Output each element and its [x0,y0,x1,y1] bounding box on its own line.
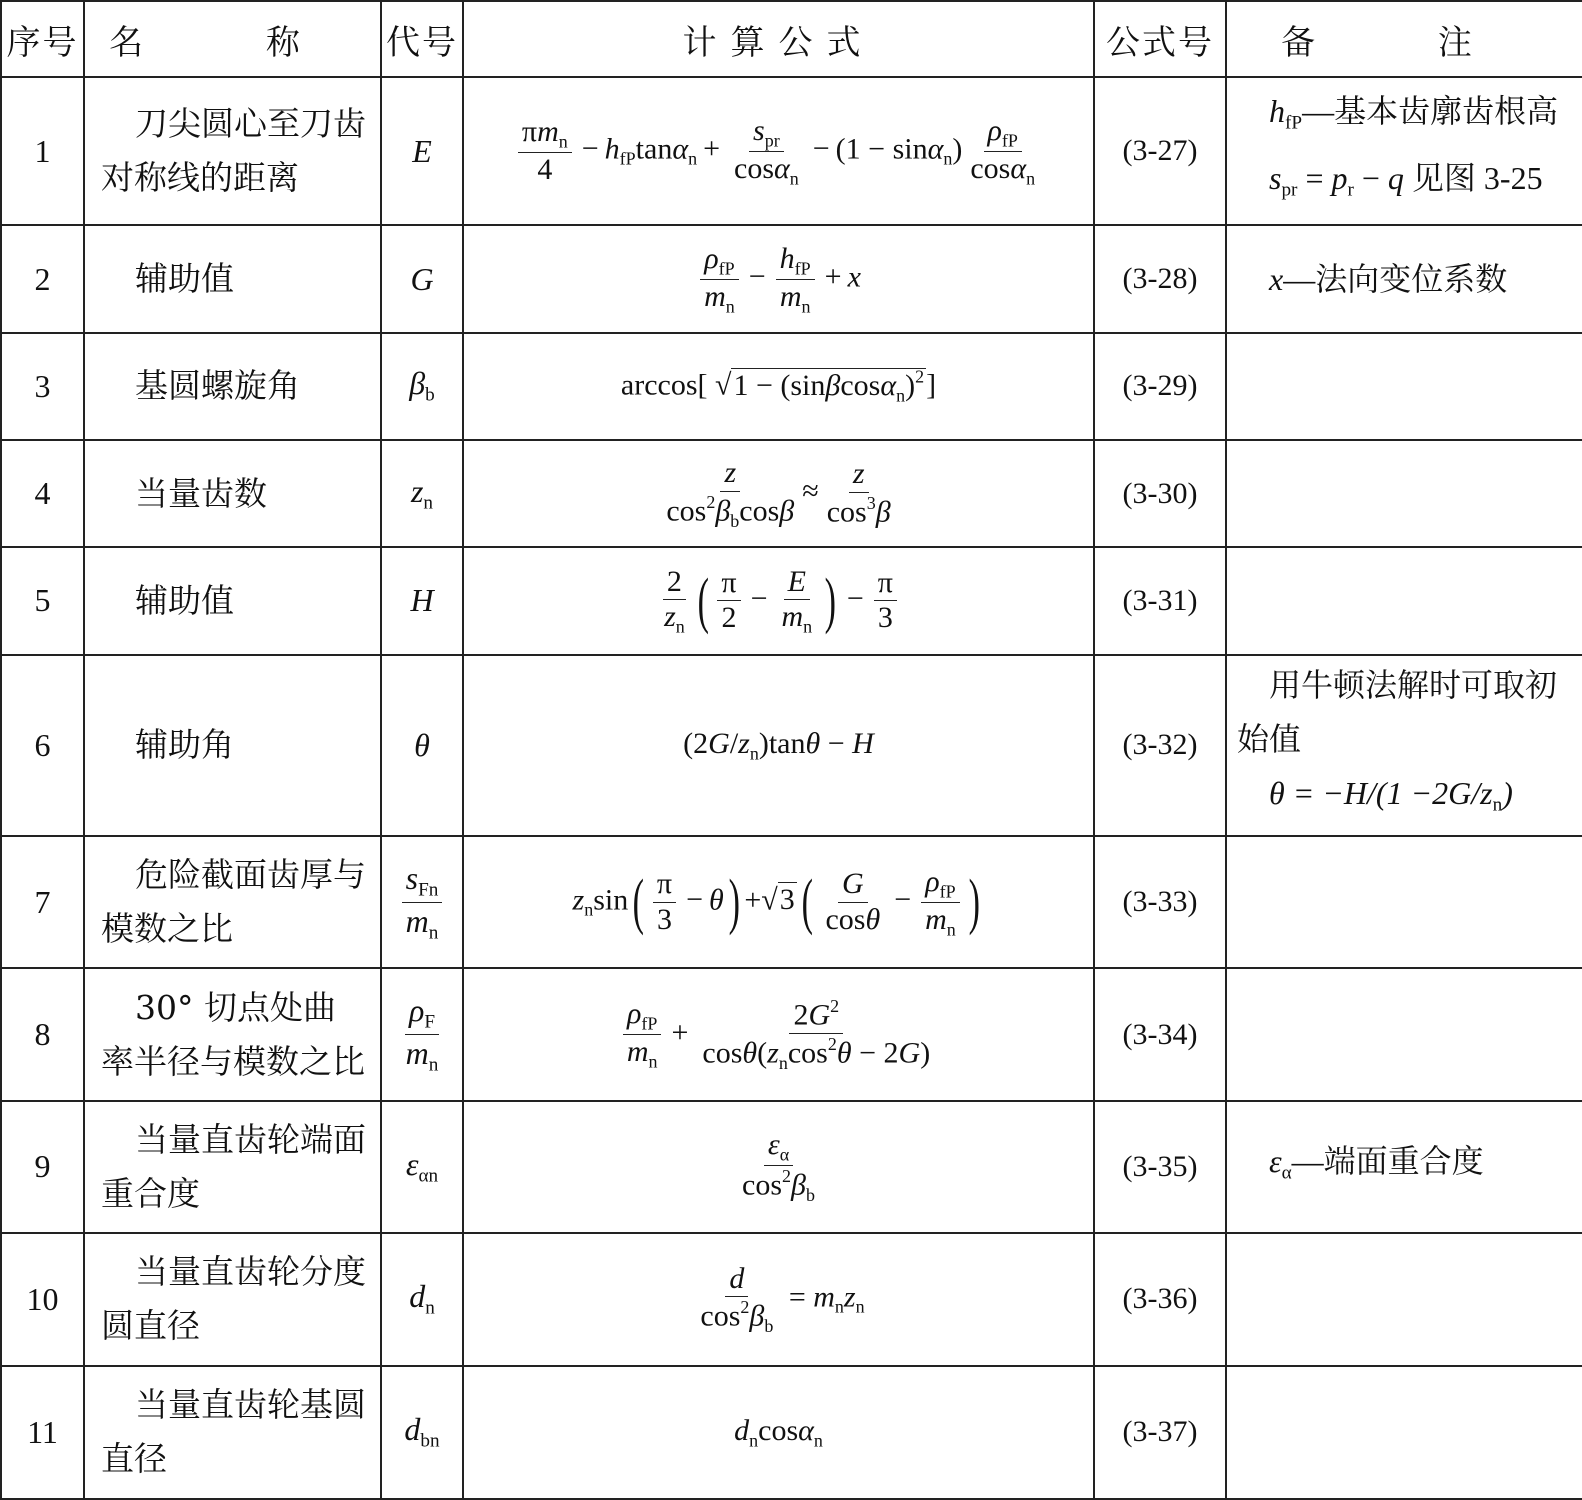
row-index: 8 [1,968,84,1100]
table-row [1,547,1582,654]
row-code: θ [381,655,463,837]
table-row [1,333,1582,440]
row-formula-no: (3-31) [1094,547,1226,654]
formula-3-27: $\frac{\pi m_n}{4}$ − $h_{fP}\tan\alpha_n$ + $\frac{s_{pr}}{\cos\alpha_n}$ − (1 − sinα$_n$) $\frac{\rho_{fP}}{\cos\alpha_n}$ [463,77,1094,225]
formula-3-33: $z_n\sin$( $\frac{\pi}{3}$ − θ) +√3 ( $\frac{G}{\cos\theta}$ − $\frac{\rho_{fP}}{m_n}$ ) [463,836,1094,968]
formula-3-28: $\frac{\rho_{fP}}{m_n}$ − $\frac{h_{fP}}{m_n}$ + x [463,225,1094,332]
table-row [1,225,1582,332]
row-name: 危险截面齿厚与模数之比 [101,855,366,949]
row-index: 2 [1,225,84,332]
formula-3-31: $\frac{2}{z_n}$ ( $\frac{\pi}{2}$ − $\frac{E}{m_n}$ ) − $\frac{\pi}{3}$ [463,547,1094,654]
header-row [1,1,1582,77]
table-row [1,655,1582,837]
row-formula-no: (3-34) [1094,968,1226,1100]
row-name: 刀尖圆心至刀齿对称线的距离 [101,104,366,198]
header-code: 代号 [381,1,463,77]
row-formula-no: (3-33) [1094,836,1226,968]
row-name: 辅助值 [135,259,234,299]
table-row [1,1101,1582,1233]
header-formula: 计算公式 [463,1,1094,77]
row-note: x—法向变位系数 [1226,225,1582,332]
row-name: 当量直齿轮端面重合度 [101,1119,366,1213]
row-name: 当量齿数 [135,473,267,513]
row-index: 10 [1,1233,84,1365]
formula-3-32: $(2G/z_n)\tan\theta - H$ [463,655,1094,837]
formula-3-34: $\frac{\rho_{fP}}{m_n}$ + $\frac{2G^2}{\cos\theta(z_n\cos^2\theta - 2G)}$ [463,968,1094,1100]
header-name: 名 称 [84,1,381,77]
row-index: 3 [1,333,84,440]
row-name: 当量直齿轮基圆直径 [101,1385,366,1479]
row-index: 11 [1,1366,84,1499]
row-code: $d_{bn}$ [381,1366,463,1499]
row-code: $z_n$ [381,440,463,547]
row-note [1226,1366,1582,1499]
row-formula-no: (3-35) [1094,1101,1226,1233]
row-formula-no: (3-36) [1094,1233,1226,1365]
row-note [1226,333,1582,440]
header-formula-no: 公式号 [1094,1,1226,77]
row-formula-no: (3-30) [1094,440,1226,547]
row-name: 辅助值 [135,580,234,620]
row-name: 30° 切点处曲率半径与模数之比 [101,987,365,1081]
row-index: 7 [1,836,84,968]
row-code: $\beta_b$ [381,333,463,440]
table-row [1,77,1582,225]
row-code: $\frac{\rho_F}{m_n}$ [381,968,463,1100]
row-name: 基圆螺旋角 [135,366,300,406]
formula-3-36: $\frac{d}{\cos^2\beta_b}$ = $m_nz_n$ [463,1233,1094,1365]
table-row [1,1366,1582,1499]
row-index: 9 [1,1101,84,1233]
row-note: $h_{fP}—$基本齿廓齿根高 $s_{pr} = p_r - q$ 见图 3-25 [1226,77,1582,225]
row-note [1226,547,1582,654]
row-code: H [381,547,463,654]
row-formula-no: (3-37) [1094,1366,1226,1499]
row-formula-no: (3-27) [1094,77,1226,225]
header-index: 序号 [1,1,84,77]
row-code: $\varepsilon_{\alpha n}$ [381,1101,463,1233]
row-formula-no: (3-28) [1094,225,1226,332]
row-code: $d_n$ [381,1233,463,1365]
row-note [1226,440,1582,547]
formula-3-29: arccos[ $√1 - (\sin\beta\cos\alpha_n)^2$] [463,333,1094,440]
row-note: $\varepsilon_\alpha—$端面重合度 [1226,1101,1582,1233]
row-formula-no: (3-29) [1094,333,1226,440]
row-code: E [381,77,463,225]
row-note [1226,968,1582,1100]
formula-3-30: $\frac{z}{\cos^2\beta_b\cos\beta}$ ≈ $\frac{z}{\cos^3\beta}$ [463,440,1094,547]
table-row [1,1233,1582,1365]
row-code: G [381,225,463,332]
formula-3-37: $d_n\cos\alpha_n$ [463,1366,1094,1499]
row-index: 6 [1,655,84,837]
row-formula-no: (3-32) [1094,655,1226,837]
table-row [1,968,1582,1100]
row-note: 用牛顿法解时可取初始值 $\theta = -H/(1 -2G/z_n)$ [1226,655,1582,837]
row-index: 4 [1,440,84,547]
row-name: 辅助角 [135,725,234,765]
row-code: $\frac{s_{Fn}}{m_n}$ [381,836,463,968]
row-index: 1 [1,77,84,225]
table-row [1,440,1582,547]
formula-3-35: $\frac{\varepsilon_\alpha}{\cos^2\beta_b}$ [463,1101,1094,1233]
row-note [1226,836,1582,968]
row-name: 当量直齿轮分度圆直径 [101,1252,366,1346]
table-row [1,836,1582,968]
row-index: 5 [1,547,84,654]
header-note: 备 注 [1226,1,1582,77]
row-note [1226,1233,1582,1365]
